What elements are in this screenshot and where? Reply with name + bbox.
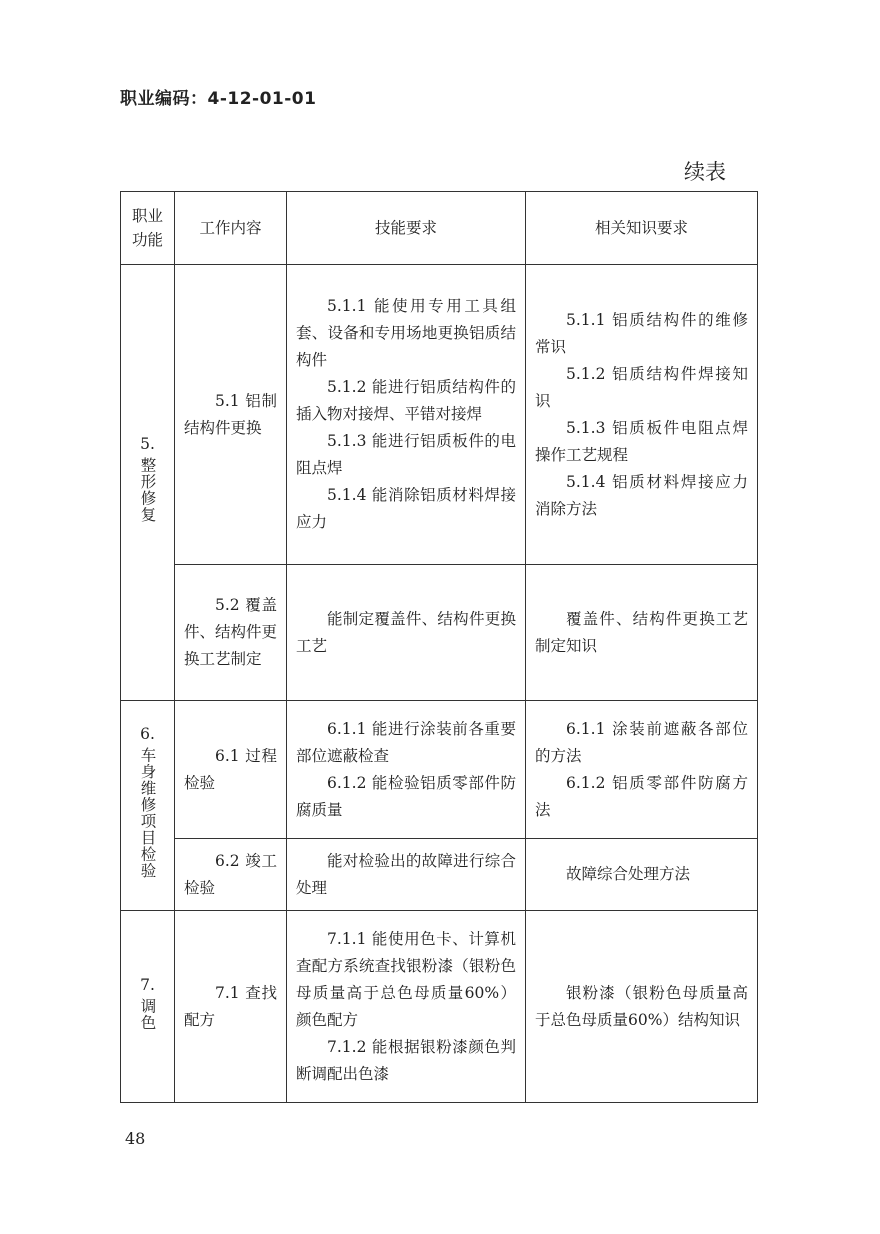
table-row — [121, 911, 758, 1103]
function-name: 调色 — [138, 997, 157, 1031]
skill-item: 能制定覆盖件、结构件更换工艺 — [296, 609, 516, 655]
knowledge-item: 银粉漆（银粉色母质量高于总色母质量60%）结构知识 — [535, 983, 748, 1029]
function-cell-7 — [121, 911, 175, 1103]
content-cell: 5.1 铝制结构件更换 — [175, 265, 287, 565]
knowledge-item: 6.1.2 铝质零部件防腐方法 — [535, 773, 748, 819]
function-number: 5. — [140, 435, 155, 453]
table-row — [121, 839, 758, 911]
function-name: 车身维修项目检验 — [138, 747, 157, 879]
skill-item: 5.1.2 能进行铝质结构件的插入物对接焊、平错对接焊 — [296, 378, 516, 423]
knowledge-item: 5.1.4 铝质材料焊接应力消除方法 — [535, 472, 748, 518]
skills-cell — [287, 701, 526, 839]
skills-cell — [287, 911, 526, 1103]
knowledge-item: 5.1.3 铝质板件电阻点焊操作工艺规程 — [535, 418, 748, 464]
page-number: 48 — [125, 1129, 146, 1148]
knowledge-cell — [526, 911, 758, 1103]
content-cell: 6.1 过程检验 — [175, 701, 287, 839]
skills-table — [120, 191, 758, 1103]
header-function — [121, 192, 175, 265]
table-row — [121, 265, 758, 565]
skill-item: 5.1.3 能进行铝质板件的电阻点焊 — [296, 432, 516, 477]
content-cell: 7.1 查找配方 — [175, 911, 287, 1103]
function-cell-5 — [121, 265, 175, 701]
skills-cell — [287, 565, 526, 701]
header-skills: 技能要求 — [287, 192, 526, 265]
continued-label: 续表 — [684, 160, 726, 184]
skill-item: 5.1.1 能使用专用工具组套、设备和专用场地更换铝质结构件 — [296, 297, 516, 369]
function-number: 7. — [140, 975, 155, 994]
knowledge-cell — [526, 565, 758, 701]
table-row — [121, 565, 758, 701]
function-number: 6. — [140, 725, 155, 743]
skill-item: 7.1.1 能使用色卡、计算机查配方系统查找银粉漆（银粉色母质量高于总色母质量60%）颜色配方 — [296, 929, 516, 1029]
occupation-code: 职业编码：4-12-01-01 — [120, 89, 317, 109]
skill-item: 5.1.4 能消除铝质材料焊接应力 — [296, 486, 516, 531]
content-cell: 6.2 竣工检验 — [175, 839, 287, 911]
knowledge-cell — [526, 701, 758, 839]
knowledge-item: 覆盖件、结构件更换工艺制定知识 — [535, 609, 748, 655]
skill-item: 6.1.2 能检验铝质零部件防腐质量 — [296, 773, 516, 819]
content-cell: 5.2 覆盖件、结构件更换工艺制定 — [175, 565, 287, 701]
knowledge-item: 故障综合处理方法 — [566, 865, 691, 883]
knowledge-item: 6.1.1 涂装前遮蔽各部位的方法 — [535, 719, 748, 765]
knowledge-cell — [526, 265, 758, 565]
skill-item: 6.1.1 能进行涂装前各重要部位遮蔽检查 — [296, 719, 516, 765]
knowledge-item: 5.1.2 铝质结构件焊接知识 — [535, 364, 748, 410]
skills-cell — [287, 839, 526, 911]
table-header-row — [121, 192, 758, 265]
skill-item: 能对检验出的故障进行综合处理 — [296, 851, 516, 897]
header-knowledge: 相关知识要求 — [526, 192, 758, 265]
knowledge-item: 5.1.1 铝质结构件的维修常识 — [535, 310, 748, 356]
table-row — [121, 701, 758, 839]
function-cell-6 — [121, 701, 175, 911]
skill-item: 7.1.2 能根据银粉漆颜色判断调配出色漆 — [296, 1037, 516, 1083]
function-name: 整形修复 — [138, 457, 157, 523]
header-content: 工作内容 — [175, 192, 287, 265]
knowledge-cell — [526, 839, 758, 911]
header-function-text: 职业功能 — [131, 207, 163, 249]
skills-cell — [287, 265, 526, 565]
